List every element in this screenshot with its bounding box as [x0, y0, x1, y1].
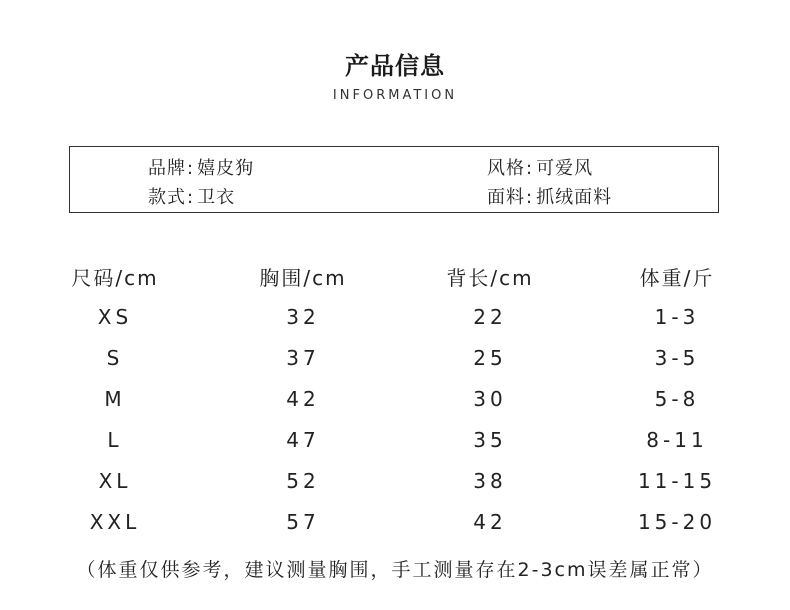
table-row	[0, 387, 790, 417]
header-size: 尺码/cm	[71, 266, 159, 290]
info-fabric	[487, 183, 612, 209]
cell-back-length: 25	[473, 346, 507, 370]
info-style	[487, 154, 593, 180]
cell-back-length: 30	[473, 387, 507, 411]
info-style-label: 风格	[487, 158, 525, 179]
measurement-note: （体重仅供参考，建议测量胸围，手工测量存在2-3cm误差属正常）	[76, 559, 714, 581]
cell-size: S	[106, 346, 124, 370]
size-table-header	[0, 262, 790, 292]
info-brand	[148, 154, 254, 180]
cell-size: M	[104, 387, 126, 411]
cell-weight: 15-20	[637, 510, 717, 534]
info-brand-label: 品牌	[148, 158, 186, 179]
page-title: 产品信息	[345, 52, 445, 80]
cell-back-length: 38	[473, 469, 507, 493]
table-row	[0, 469, 790, 499]
product-info-box	[69, 146, 719, 213]
cell-weight: 3-5	[654, 346, 700, 370]
cell-chest: 57	[286, 510, 320, 534]
cell-chest: 52	[286, 469, 320, 493]
cell-size: XXL	[89, 510, 141, 534]
page-subtitle: INFORMATION	[332, 88, 458, 103]
cell-size: L	[107, 428, 123, 452]
table-row	[0, 305, 790, 335]
info-fabric-label: 面料	[487, 187, 525, 208]
header-weight: 体重/斤	[639, 266, 715, 290]
cell-back-length: 35	[473, 428, 507, 452]
table-row	[0, 510, 790, 540]
cell-size: XL	[98, 469, 132, 493]
cell-weight: 1-3	[654, 305, 700, 329]
info-separator: :	[187, 158, 195, 179]
cell-weight: 11-15	[637, 469, 717, 493]
info-type-value: 卫衣	[197, 187, 236, 208]
cell-back-length: 42	[473, 510, 507, 534]
header-chest: 胸围/cm	[259, 266, 347, 290]
cell-chest: 42	[286, 387, 320, 411]
cell-back-length: 22	[473, 305, 507, 329]
header-back-length: 背长/cm	[446, 266, 534, 290]
info-separator: :	[526, 158, 534, 179]
cell-chest: 37	[286, 346, 320, 370]
info-fabric-value: 抓绒面料	[536, 187, 613, 208]
info-brand-value: 嬉皮狗	[197, 158, 255, 179]
cell-size: XS	[97, 305, 133, 329]
cell-chest: 47	[286, 428, 320, 452]
table-row	[0, 428, 790, 458]
info-style-value: 可爱风	[536, 158, 594, 179]
cell-weight: 5-8	[654, 387, 700, 411]
info-type-label: 款式	[148, 187, 186, 208]
info-separator: :	[187, 187, 195, 208]
cell-chest: 32	[286, 305, 320, 329]
info-type	[148, 183, 235, 209]
cell-weight: 8-11	[646, 428, 708, 452]
info-separator: :	[526, 187, 534, 208]
table-row	[0, 346, 790, 376]
